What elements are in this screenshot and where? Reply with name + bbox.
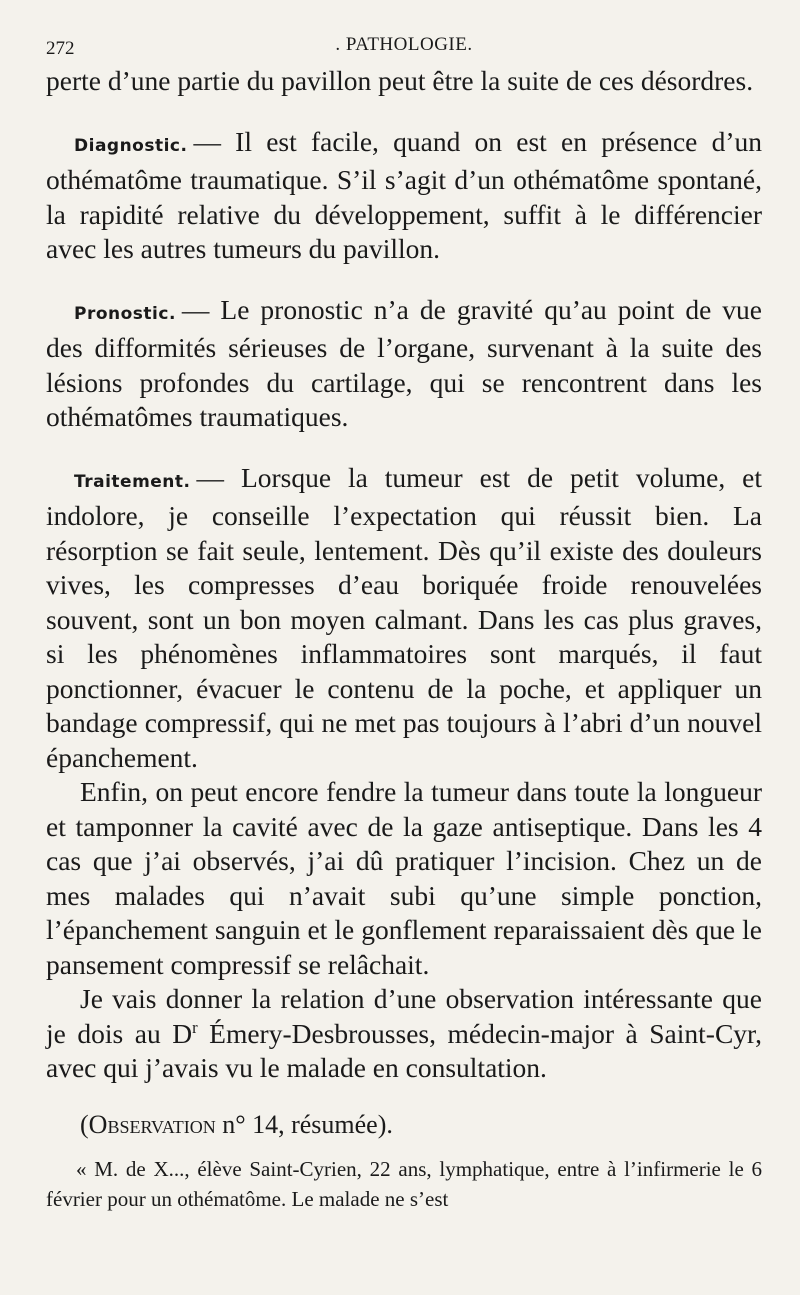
- traitement-text: — Lorsque la tumeur est de petit volume, et indolore, je conseille l’expectation qui réussit bien. La résorption se fait seule, lentement. Dès qu’il existe des douleurs vives, les compresses d’eau boriquée froide renouvelées souvent, sont un bon moyen calmant. Dans les cas plus graves, si les phénomènes inflammatoires sont marqués, il faut ponctionner, évacuer le contenu de la poche, et appliquer un bandage compressif, qui ne met pas toujours à l’abri d’un nouvel épanchement.: [46, 461, 762, 773]
- running-head: [46, 30, 762, 64]
- traitement-paragraph: [46, 461, 762, 776]
- observation-body: « M. de X..., élève Saint-Cyrien, 22 ans, lymphatique, entre à l’infirmerie le 6 février pour un othématôme. Le malade ne s’est: [46, 1156, 762, 1211]
- running-title: . PATHOLOGIE.: [335, 34, 473, 55]
- observation-text: [46, 1154, 762, 1214]
- pronostic-text: — Le pronostic n’a de gravité qu’au point de vue des difformités sérieuses de l’organe, survenant à la suite des lésions profondes du cartilage, qui se rencontrent dans les othématômes traumatiques.: [46, 293, 762, 432]
- doctor-superscript: r: [192, 1017, 198, 1037]
- page-number: 272: [46, 38, 75, 59]
- observation-label: Observation: [88, 1109, 216, 1139]
- observation-open-paren: (: [80, 1109, 89, 1139]
- pronostic-paragraph: [46, 293, 762, 435]
- traitement-heading: Traitement.: [74, 471, 191, 492]
- book-page: [46, 30, 762, 1214]
- diagnostic-heading: Diagnostic.: [74, 135, 188, 156]
- relation-text-before: Je vais donner la relation d’une observation intéressante que je dois au D: [46, 983, 762, 1049]
- relation-paragraph: [46, 982, 762, 1086]
- relation-text-after: Émery-Desbrousses, médecin-major à Saint-Cyr, avec qui j’avais vu le malade en consultation.: [46, 1017, 762, 1083]
- enfin-paragraph: Enfin, on peut encore fendre la tumeur dans toute la longueur et tamponner la cavité avec de la gaze antiseptique. Dans les 4 cas que j’ai observés, j’ai dû pratiquer l’incision. Chez un de mes malades qui n’avait subi qu’une simple ponction, l’épanchement sanguin et le gonflement reparaissaient dès que le pansement compressif se relâchait.: [46, 776, 762, 980]
- pronostic-heading: Pronostic.: [74, 303, 176, 324]
- continuation-paragraph: perte d’une partie du pavillon peut être la suite de ces désordres.: [46, 65, 754, 96]
- observation-number: n° 14, résumée).: [215, 1109, 393, 1139]
- diagnostic-text: — Il est facile, quand on est en présence d’un othématôme traumatique. S’il s’agit d’un othématôme spontané, la rapidité relative du développement, suffit à le différencier avec les autres tumeurs du pavillon.: [46, 125, 762, 264]
- observation-heading: [46, 1108, 762, 1142]
- diagnostic-paragraph: [46, 125, 762, 267]
